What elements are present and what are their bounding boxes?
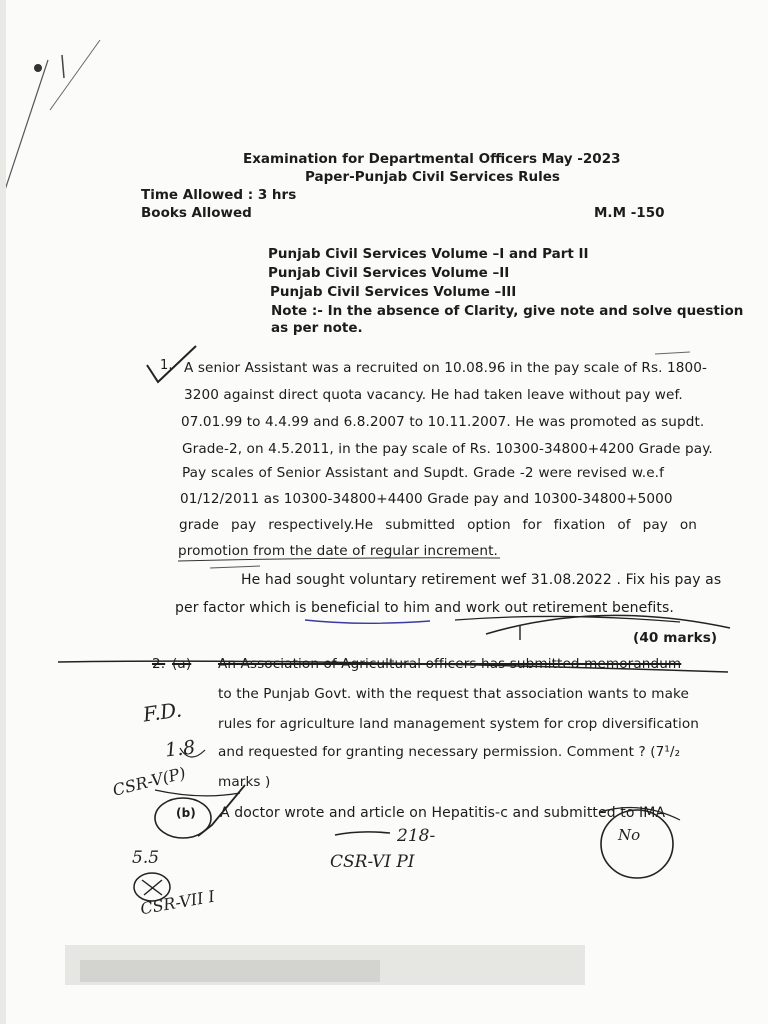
max-marks: M.M -150 (594, 205, 665, 221)
question-1-line: Pay scales of Senior Assistant and Supdt. Grade -2 were revised w.e.f (182, 465, 664, 481)
question-1-line: 07.01.99 to 4.4.99 and 6.8.2007 to 10.11.2007. He was promoted as supdt. (181, 414, 705, 430)
question-2a-label: (a) (172, 656, 192, 672)
book-volume-1: Punjab Civil Services Volume –I and Part II (268, 246, 589, 262)
handwritten-fd: F.D. (141, 697, 184, 727)
note-line-2: as per note. (271, 320, 363, 336)
handwritten-csr-ref: CSR-V(P) (110, 763, 188, 800)
question-2a-line: An Association of Agricultural officers has submitted memorandum (218, 656, 682, 672)
handwritten-rule-ref-b: 218- (397, 826, 436, 846)
time-allowed: Time Allowed : 3 hrs (141, 187, 297, 203)
question-1-para2-line2: per factor which is beneficial to him and work out retirement benefits. (175, 600, 674, 616)
question-1-line: 3200 against direct quota vacancy. He had taken leave without pay wef. (184, 387, 683, 403)
books-allowed: Books Allowed (141, 205, 252, 221)
question-1-number: 1. (160, 358, 173, 373)
question-1-line: promotion from the date of regular increment. (178, 543, 498, 559)
question-1-line: grade pay respectively.He submitted option for fixation of pay on (179, 517, 697, 533)
exam-title: Examination for Departmental Officers May -2023 (243, 151, 621, 167)
note-line-1: Note :- In the absence of Clarity, give note and solve question (271, 303, 744, 319)
question-2a-line: rules for agriculture land management system for crop diversification (218, 716, 700, 732)
question-1-line: 01/12/2011 as 10300-34800+4400 Grade pay and 10300-34800+5000 (180, 491, 673, 507)
handwritten-rule-ref: 1.8 (163, 736, 197, 762)
book-volume-2: Punjab Civil Services Volume –II (268, 265, 510, 281)
handwritten-ss: 5.5 (132, 848, 160, 868)
tick-mark (147, 346, 196, 382)
paper-title: Paper-Punjab Civil Services Rules (305, 169, 560, 185)
handwritten-csr-ref-b: CSR-VI PI (330, 852, 415, 872)
question-1-marks: (40 marks) (633, 630, 718, 646)
question-2b-line: A doctor wrote and article on Hepatitis-c and submitted to IMA (220, 805, 666, 821)
handwritten-circle-note: No (618, 826, 641, 844)
question-1-line: Grade-2, on 4.5.2011, in the pay scale of Rs. 10300-34800+4200 Grade pay. (182, 441, 713, 457)
question-2a-line: to the Punjab Govt. with the request that association wants to make (218, 686, 689, 702)
question-1-para2-line1: He had sought voluntary retirement wef 31.08.2022 . Fix his pay as (241, 572, 722, 588)
book-volume-3: Punjab Civil Services Volume –III (270, 284, 517, 300)
handwritten-csr-ref-c: CSR-VII I (138, 886, 217, 919)
question-2a-line: and requested for granting necessary permission. Comment ? (7¹/₂ (218, 744, 681, 760)
question-2-number: 2. (152, 656, 166, 672)
question-2a-line: marks ) (218, 774, 271, 790)
question-2b-label: (b) (176, 806, 196, 820)
question-1-line: A senior Assistant was a recruited on 10.08.96 in the pay scale of Rs. 1800- (184, 360, 708, 376)
